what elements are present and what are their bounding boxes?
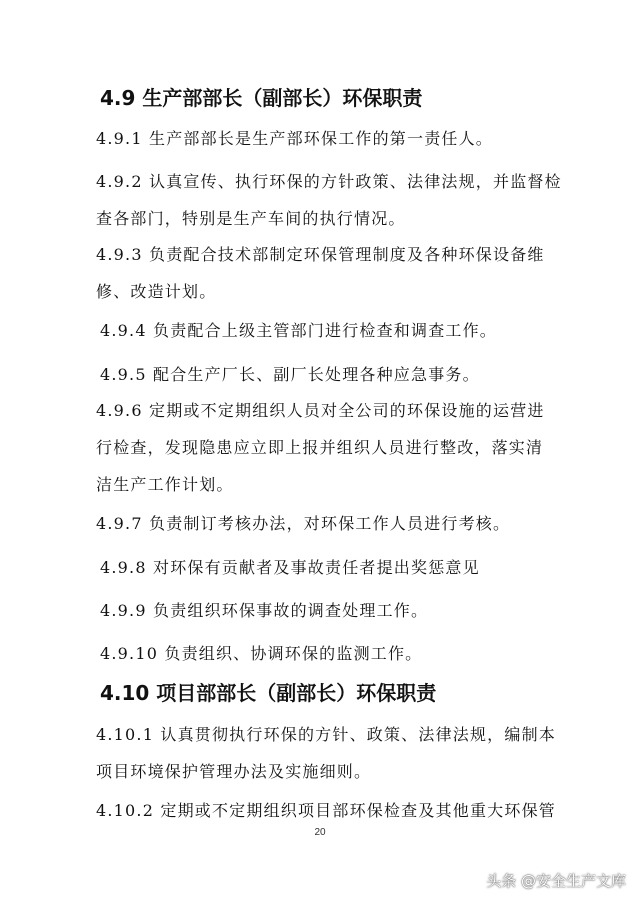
text-line: 修、改造计划。 [96, 282, 217, 301]
clause-4-9-10 [100, 635, 552, 672]
text-line: 4.10.1 认真贯彻执行环保的方针、政策、法律法规，编制本 [96, 725, 556, 744]
text-line: 4.9.4 负责配合上级主管部门进行检查和调查工作。 [100, 321, 497, 340]
text-line: 4.9.7 负责制订考核办法，对环保工作人员进行考核。 [96, 514, 511, 533]
clause-4-9-3 [96, 236, 548, 310]
page-number: 20 [314, 827, 326, 838]
text-line: 洁生产工作计划。 [96, 475, 234, 494]
clause-4-9-9 [100, 592, 552, 629]
clause-4-9-2 [96, 163, 562, 237]
clause-4-10-2 [96, 792, 556, 829]
text-line: 4.9.1 生产部部长是生产部环保工作的第一责任人。 [96, 129, 493, 148]
clause-4-9-1 [96, 120, 548, 157]
text-line: 行检查，发现隐患应立即上报并组织人员进行整改，落实清 [96, 438, 544, 457]
text-line: 4.10.2 定期或不定期组织项目部环保检查及其他重大环保管 [96, 801, 556, 820]
clause-4-9-8 [100, 549, 552, 586]
text-line: 4.9.9 负责组织环保事故的调查处理工作。 [100, 601, 429, 620]
text-line: 查各部门，特别是生产车间的执行情况。 [96, 209, 406, 228]
text-line: 4.9.2 认真宣传、执行环保的方针政策、法律法规，并监督检 [96, 172, 562, 191]
section-heading-4-9: 4.9 生产部部长（副部长）环保职责 [100, 86, 423, 110]
text-line: 4.9.6 定期或不定期组织人员对全公司的环保设施的运营进 [96, 401, 545, 420]
text-line: 4.9.3 负责配合技术部制定环保管理制度及各种环保设备维 [96, 245, 545, 264]
source-watermark: 头条 @安全生产文库 [486, 872, 626, 890]
text-line: 4.9.10 负责组织、协调环保的监测工作。 [100, 644, 423, 663]
clause-4-9-4 [100, 312, 552, 349]
section-heading-4-10: 4.10 项目部部长（副部长）环保职责 [100, 681, 437, 705]
text-line: 项目环境保护管理办法及实施细则。 [96, 762, 372, 781]
text-line: 4.9.5 配合生产厂长、副厂长处理各种应急事务。 [100, 365, 480, 384]
clause-4-9-5 [100, 356, 552, 393]
text-line: 4.9.8 对环保有贡献者及事故责任者提出奖惩意见 [100, 558, 480, 577]
clause-4-9-7 [96, 505, 548, 542]
clause-4-10-1 [96, 716, 556, 790]
clause-4-9-6 [96, 392, 548, 503]
